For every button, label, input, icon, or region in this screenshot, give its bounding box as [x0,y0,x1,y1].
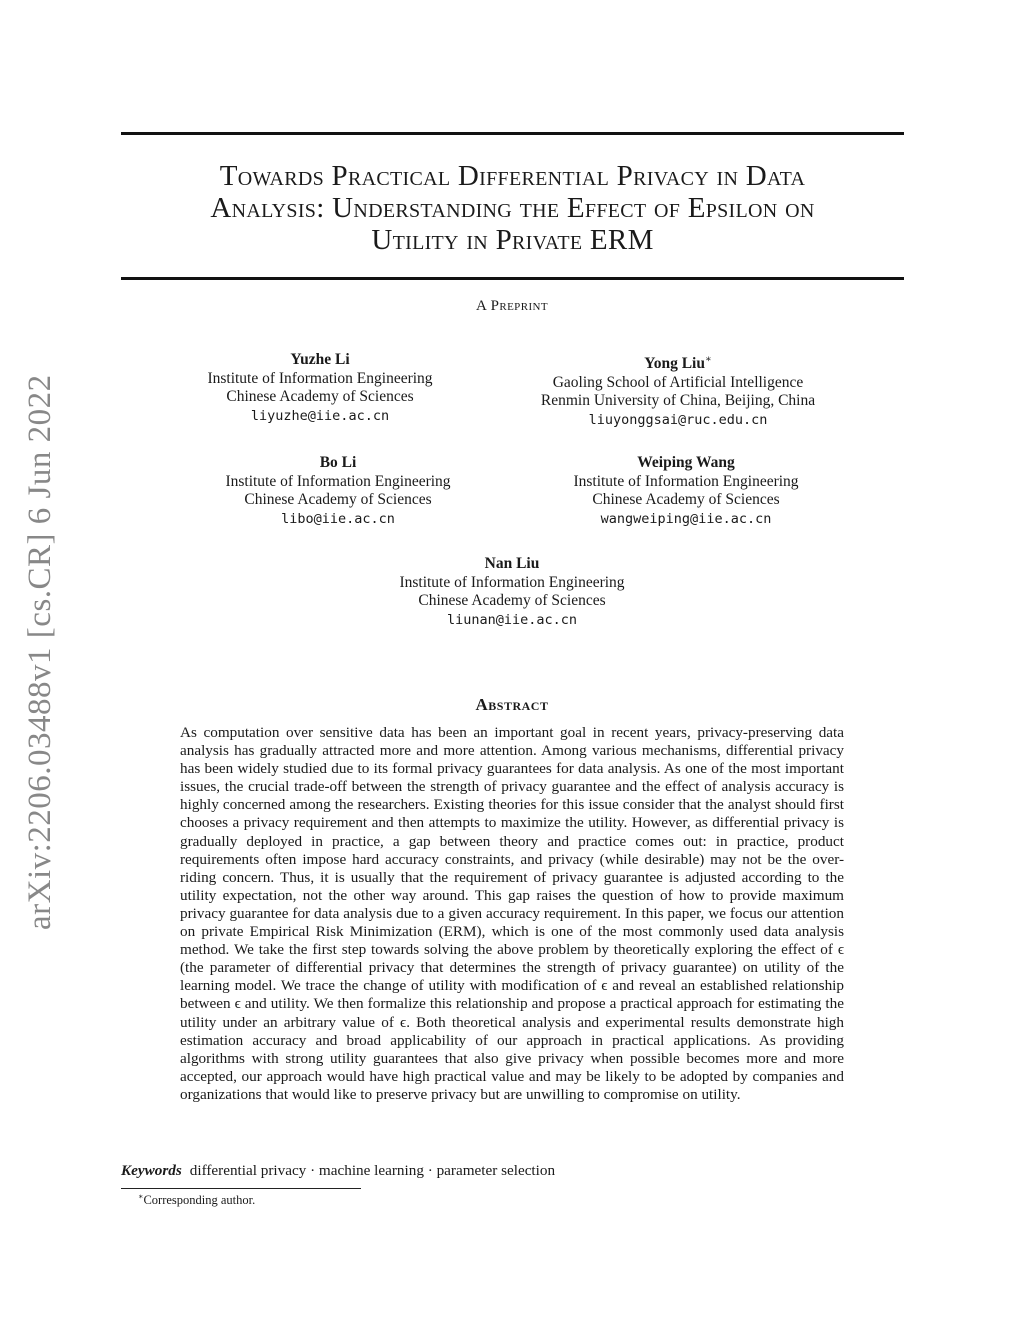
author-name: Bo Li [319,454,357,471]
paper-title [121,160,904,256]
title-line: Analysis: Understanding the Effect of Epsilon on [210,192,815,224]
abstract-heading: Abstract [475,695,549,714]
preprint-label: A Preprint [476,298,548,314]
title-bottom-rule [121,277,904,280]
author-email: libo@iie.ac.cn [281,510,395,527]
abstract-body: As computation over sensitive data has been an important goal in recent years, privacy-preserving data analysis has gradually attracted more and more attention. Among various mechanisms, differential privacy has been widely studied due to its formal privacy guarantees for data analysis. As one of the most important issues, the crucial trade-off between the strength of privacy guarantee and the effect of analysis accuracy is highly concerned among the researchers. Existing theories for this issue consider that the analyst should first chooses a privacy requirement and then attempts to maximize the utility. However, as differential privacy is gradually deployed in practice, a gap between theory and practice comes out: in practice, product requirements often impose hard accuracy constraints, and privacy (while desirable) may not be the over-riding concern. Thus, it is usually that the requirement of privacy guarantee is adjusted according to the utility expectation, not the other way around. This gap raises the question of how to provide maximum privacy guarantee for data analysis due to a given accuracy requirement. In this paper, we focus our attention on private Empirical Risk Minimization (ERM), which is one of the most commonly used data analysis method. We take the first step towards solving the above problem by theoretically exploring the effect of ϵ (the parameter of differential privacy that determines the strength of privacy guarantee) on utility of the learning model. We trace the change of utility with modification of ϵ and reveal an established relationship between ϵ and utility. We then formalize this relationship and propose a practical approach for estimating the utility under an arbitrary value of ϵ. Both theoretical analysis and experimental results demonstrate high estimation accuracy and broad applicability of our approach in practical applications. As providing algorithms with strong utility guarantees that also give privacy when possible becomes more and more accepted, our approach would have high practical value and may be likely to be adopted by companies and organizations that would like to preserve privacy but are unwilling to compromise on utility. [180,724,844,1103]
author-name: Weiping Wang [637,454,735,471]
author-name: Yuzhe Li [290,351,350,368]
author-affiliation: Renmin University of China, Beijing, China [540,392,816,410]
footnote-text: Corresponding author. [143,1193,256,1208]
author-email: liyuzhe@iie.ac.cn [250,407,390,424]
footnote [138,1192,255,1208]
author-block-weiping-wang [516,454,856,528]
author-block-yuzhe-li [150,351,490,425]
title-line: Utility in Private ERM [371,224,654,256]
author-email: liunan@iie.ac.cn [446,611,578,628]
keywords-text: differential privacy · machine learning · parameter selection [189,1162,556,1179]
author-name-line [508,351,848,374]
footnote-rule [121,1188,361,1189]
footnote-mark: ∗ [138,1192,144,1201]
author-block-bo-li [168,454,508,528]
author-affiliation: Institute of Information Engineering [225,472,451,490]
author-name: Yong Liu [644,355,705,373]
author-affiliation: Institute of Information Engineering [207,369,433,387]
title-top-rule [121,132,904,135]
corresponding-author-mark: ∗ [704,354,712,365]
keywords-line [121,1162,555,1180]
keywords-label: Keywords [121,1162,182,1179]
author-block-yong-liu [508,351,848,429]
author-block-nan-liu [342,555,682,629]
author-affiliation: Institute of Information Engineering [573,472,799,490]
arxiv-identifier: arXiv:2206.03488v1 [cs.CR] 6 Jun 2022 [22,374,58,930]
title-line: Towards Practical Differential Privacy in Data [219,160,806,192]
author-email: liuyonggsai@ruc.edu.cn [588,411,768,428]
author-affiliation: Chinese Academy of Sciences [418,592,606,609]
author-affiliation: Chinese Academy of Sciences [226,388,414,405]
author-affiliation: Institute of Information Engineering [399,573,625,591]
author-affiliation: Gaoling School of Artificial Intelligence [552,373,804,391]
author-affiliation: Chinese Academy of Sciences [592,491,780,508]
author-name: Nan Liu [484,555,540,572]
author-email: wangweiping@iie.ac.cn [600,510,772,527]
author-affiliation: Chinese Academy of Sciences [244,491,432,508]
